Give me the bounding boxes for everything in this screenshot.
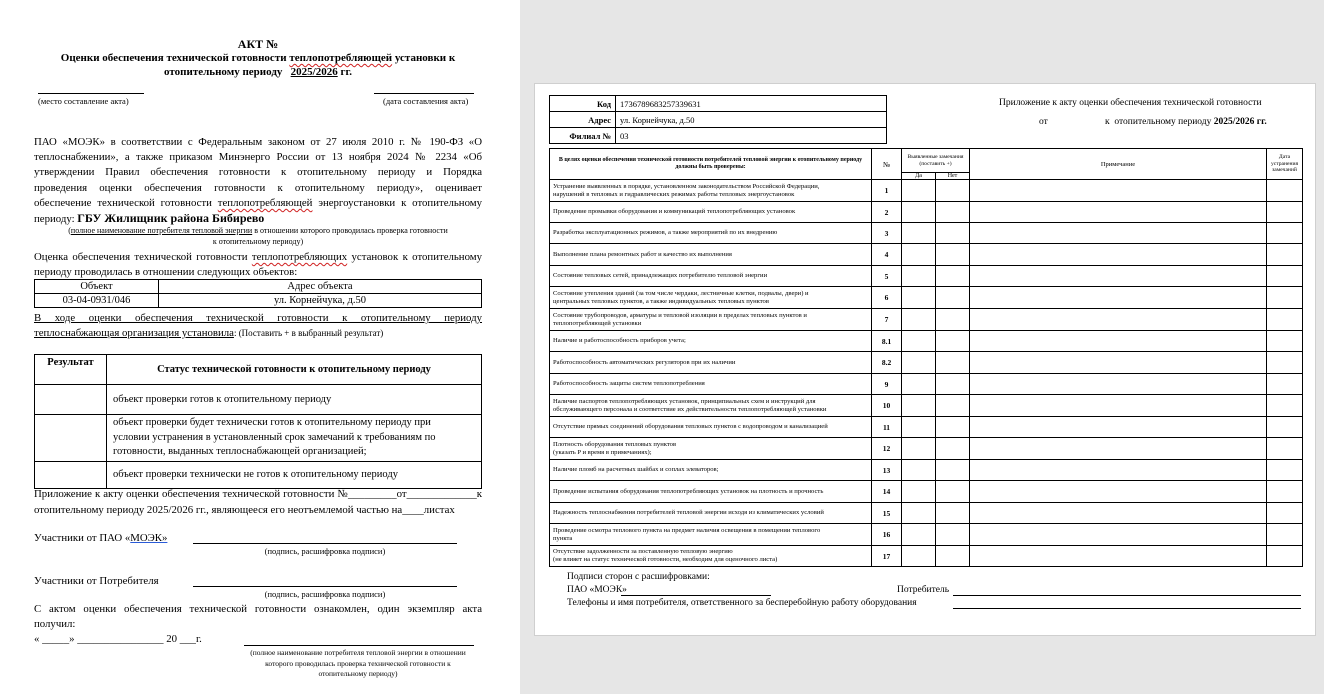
signature-caption-consumer: (подпись, расшифровка подписи) xyxy=(264,589,386,599)
criterion-text: Проведение промывки оборудования и коммуникаций теплопотребляющих установок xyxy=(550,202,872,223)
status-row-ready: объект проверки готов к отопительному периоду xyxy=(35,385,482,415)
note-cell[interactable] xyxy=(970,374,1267,395)
no-cell[interactable] xyxy=(936,460,970,481)
status-header-result: Результат xyxy=(35,355,107,385)
no-cell[interactable] xyxy=(936,503,970,524)
participants-moek: Участники от ПАО «МОЭК» xyxy=(34,532,168,544)
fix-date-cell[interactable] xyxy=(1267,546,1303,567)
checklist-body xyxy=(550,180,1303,567)
table-row xyxy=(550,202,1303,223)
no-header: Нет xyxy=(936,173,970,180)
criterion-text: Наличие пломб на расчетных шайбах и соплах элеваторов; xyxy=(550,460,872,481)
no-cell[interactable] xyxy=(936,395,970,417)
table-row xyxy=(550,438,1303,460)
no-cell[interactable] xyxy=(936,244,970,266)
participants-consumer: Участники от Потребителя xyxy=(34,575,159,587)
note-cell[interactable] xyxy=(970,266,1267,287)
criterion-text: Проведение осмотра теплового пункта на предмет наличия освещения в помещении теплового пункта xyxy=(550,524,872,546)
table-row xyxy=(550,180,1303,202)
yes-cell[interactable] xyxy=(902,287,936,309)
yes-header: Да xyxy=(902,173,936,180)
fix-date-header: Дата устранения замечаний xyxy=(1267,149,1303,180)
criterion-number: 5 xyxy=(872,266,902,287)
footer-caption: (полное наименование потребителя тепловой энергии в отношении которого проводилась проверка технической готовности к отопительному периоду) xyxy=(250,648,466,678)
address-value: ул. Корнейчука, д.50 xyxy=(616,112,887,128)
criterion-text: Наличие и работоспособность приборов учета; xyxy=(550,331,872,352)
result-cell-ready[interactable] xyxy=(35,385,107,415)
criterion-text: Работоспособность защиты систем теплопотребления xyxy=(550,374,872,395)
criterion-text: Состояние утепления зданий (за том числе чердаки, лестничные клетки, подвалы, двери) и центральных тепловых пунктов, а также индивидуальных тепловых пунктов xyxy=(550,287,872,309)
note-cell[interactable] xyxy=(970,244,1267,266)
no-cell[interactable] xyxy=(936,309,970,331)
date-caption: (дата составления акта) xyxy=(383,96,469,106)
number-header: № xyxy=(872,149,902,180)
table-row xyxy=(550,309,1303,331)
fix-date-cell[interactable] xyxy=(1267,266,1303,287)
objects-table xyxy=(34,279,482,308)
note-cell[interactable] xyxy=(970,287,1267,309)
fix-date-cell[interactable] xyxy=(1267,395,1303,417)
info-table xyxy=(549,95,887,144)
criterion-text: Отсутствие прямых соединений оборудования тепловых пунктов с водопроводом и канализацией xyxy=(550,417,872,438)
act-subtitle: Оценки обеспечения технической готовности теплопотребляющей установки к xyxy=(60,52,456,64)
act-title: АКТ № xyxy=(237,37,279,51)
fix-date-cell[interactable] xyxy=(1267,481,1303,503)
fix-date-cell[interactable] xyxy=(1267,374,1303,395)
note-cell[interactable] xyxy=(970,417,1267,438)
fix-date-cell[interactable] xyxy=(1267,331,1303,352)
objects-header-object: Объект xyxy=(35,280,159,294)
criterion-number: 15 xyxy=(872,503,902,524)
fix-date-cell[interactable] xyxy=(1267,352,1303,374)
table-row xyxy=(550,395,1303,417)
during-paragraph: В ходе оценки обеспечения технической готовности к отопительному периоду теплоснабжающая организация установила: (Поставить + в выбранный результат) xyxy=(34,312,482,339)
criterion-text: Проведение испытания оборудования теплопотребляющих установок на плотность и прочность xyxy=(550,481,872,503)
criterion-text: Плотность оборудования тепловых пунктов (указать P и время в примечаниях); xyxy=(550,438,872,460)
sign-consumer-line[interactable] xyxy=(953,595,1301,596)
fix-date-cell[interactable] xyxy=(1267,503,1303,524)
criterion-text: Надежность теплоснабжения потребителей тепловой энергии исходя из климатических условий xyxy=(550,503,872,524)
note-header: Примечание xyxy=(970,149,1267,180)
table-row xyxy=(550,503,1303,524)
signature-caption-moek: (подпись, расшифровка подписи) xyxy=(264,546,386,556)
criterion-number: 16 xyxy=(872,524,902,546)
criterion-number: 8.1 xyxy=(872,331,902,352)
info-row-address: Адрес ул. Корнейчука, д.50 xyxy=(550,112,887,128)
consumer-caption: (полное наименование потребителя тепловой энергии в отношении которого проводилась проверка готовности к отопительному периоду) xyxy=(68,226,448,246)
note-cell[interactable] xyxy=(970,223,1267,244)
branch-value: 03 xyxy=(616,128,887,144)
status-row-conditional: объект проверки будет технически готов к отопительному периоду при условии устранения в установленный срок замечаний к требованиям по готовности, выданных теплоснабжающей организацией; xyxy=(35,415,482,462)
yes-cell[interactable] xyxy=(902,223,936,244)
criterion-text: Отсутствие задолженности за поставленную тепловую энергию (не влияет на статус технической готовности, необходим для оценочного листа) xyxy=(550,546,872,567)
consumer-name-line[interactable] xyxy=(244,645,474,646)
date-line xyxy=(374,93,474,94)
criterion-number: 1 xyxy=(872,180,902,202)
criterion-text: Наличие паспортов теплопотребляющих установок, принципиальных схем и инструкций для обслуживающего персонала и соответствие их действительности теплопотребляющей установки xyxy=(550,395,872,417)
fix-date-cell[interactable] xyxy=(1267,460,1303,481)
no-cell[interactable] xyxy=(936,266,970,287)
table-row xyxy=(550,331,1303,352)
criterion-number: 2 xyxy=(872,202,902,223)
no-cell[interactable] xyxy=(936,546,970,567)
signatures-title: Подписи сторон с расшифровками: xyxy=(567,572,710,582)
note-cell[interactable] xyxy=(970,395,1267,417)
moek-signature-line[interactable] xyxy=(193,543,457,544)
status-table xyxy=(34,354,482,489)
fix-date-cell[interactable] xyxy=(1267,438,1303,460)
yes-cell[interactable] xyxy=(902,438,936,460)
criterion-text: Состояние трубопроводов, арматуры и тепловой изоляции в пределах тепловых пунктов и теплопотребляющей установки xyxy=(550,309,872,331)
result-cell-not-ready[interactable] xyxy=(35,461,107,488)
fix-date-cell[interactable] xyxy=(1267,287,1303,309)
criterion-number: 12 xyxy=(872,438,902,460)
intro-paragraph: ПАО «МОЭК» в соответствии с Федеральным законом от 27 июля 2010 г. № 190-ФЗ «О теплоснабжении», а также приказом Минэнерго России от 13 ноября 2024 № 2234 «Об утверждении Правил обеспечения готовности к отопительному периоду и Порядка проведения оценки обеспечения готовности к отопительному периоду», оценивает обеспечение технической готовности теплопотребляющей энергоустановки к отопительному периоду: ГБУ Жилищник района Бибирево xyxy=(34,136,482,226)
note-cell[interactable] xyxy=(970,546,1267,567)
act-period-line: отопительному периоду 2025/2026 гг. xyxy=(164,66,352,78)
criterion-number: 14 xyxy=(872,481,902,503)
appendix-page xyxy=(534,83,1316,636)
table-row xyxy=(550,417,1303,438)
period-value: 2025/2026 xyxy=(290,66,338,78)
yes-cell[interactable] xyxy=(902,331,936,352)
yes-cell[interactable] xyxy=(902,266,936,287)
table-row xyxy=(550,244,1303,266)
no-cell[interactable] xyxy=(936,352,970,374)
table-row xyxy=(550,460,1303,481)
yes-cell[interactable] xyxy=(902,503,936,524)
info-row-branch: Филиал № 03 xyxy=(550,128,887,144)
object-address: ул. Корнейчука, д.50 xyxy=(159,294,482,308)
date-fill-line[interactable]: « _____» ________________ 20 ___г. xyxy=(34,633,202,645)
criterion-number: 13 xyxy=(872,460,902,481)
criterion-number: 17 xyxy=(872,546,902,567)
phones-line[interactable] xyxy=(953,608,1301,609)
table-row xyxy=(550,374,1303,395)
note-cell[interactable] xyxy=(970,202,1267,223)
fix-date-cell[interactable] xyxy=(1267,180,1303,202)
no-cell[interactable] xyxy=(936,180,970,202)
no-cell[interactable] xyxy=(936,374,970,395)
table-row xyxy=(35,294,482,308)
no-cell[interactable] xyxy=(936,331,970,352)
yes-cell[interactable] xyxy=(902,481,936,503)
objects-header-address: Адрес объекта xyxy=(159,280,482,294)
note-cell[interactable] xyxy=(970,331,1267,352)
note-cell[interactable] xyxy=(970,481,1267,503)
yes-cell[interactable] xyxy=(902,524,936,546)
criterion-text: Состояние тепловых сетей, принадлежащих потребителю тепловой энергии xyxy=(550,266,872,287)
criterion-text: Работоспособность автоматических регуляторов при их наличии xyxy=(550,352,872,374)
status-header-status: Статус технической готовности к отопительному периоду xyxy=(107,355,482,385)
info-row-code: Код 1736789683257339631 xyxy=(550,96,887,112)
table-row xyxy=(550,546,1303,567)
note-cell[interactable] xyxy=(970,309,1267,331)
yes-cell[interactable] xyxy=(902,546,936,567)
fix-date-cell[interactable] xyxy=(1267,223,1303,244)
criteria-header: В целях оценки обеспечения технической готовности потребителей тепловой энергии к отопительному периоду должны быть проверены: xyxy=(550,149,872,180)
criterion-number: 6 xyxy=(872,287,902,309)
object-code: 03-04-0931/046 xyxy=(35,294,159,308)
consumer-name: ГБУ Жилищник района Бибирево xyxy=(77,211,265,226)
yes-cell[interactable] xyxy=(902,244,936,266)
note-cell[interactable] xyxy=(970,460,1267,481)
remarks-header: Выявленные замечания (поставить +) xyxy=(902,149,970,173)
yes-cell[interactable] xyxy=(902,352,936,374)
note-cell[interactable] xyxy=(970,524,1267,546)
place-caption: (место составление акта) xyxy=(38,96,129,106)
objects-paragraph: Оценка обеспечения технической готовности теплопотребляющих установок к отопительному периоду проводилась в отношении следующих объектов: xyxy=(34,251,482,278)
fix-date-cell[interactable] xyxy=(1267,417,1303,438)
fix-date-cell[interactable] xyxy=(1267,524,1303,546)
note-cell[interactable] xyxy=(970,503,1267,524)
criterion-number: 7 xyxy=(872,309,902,331)
yes-cell[interactable] xyxy=(902,202,936,223)
sign-consumer-label: Потребитель xyxy=(897,585,950,595)
criterion-number: 9 xyxy=(872,374,902,395)
table-row xyxy=(550,352,1303,374)
criterion-text: Выполнение плана ремонтных работ и качество их выполнения xyxy=(550,244,872,266)
result-cell-conditional[interactable] xyxy=(35,415,107,462)
criterion-number: 11 xyxy=(872,417,902,438)
no-cell[interactable] xyxy=(936,287,970,309)
note-cell[interactable] xyxy=(970,180,1267,202)
criterion-number: 3 xyxy=(872,223,902,244)
place-line xyxy=(38,93,144,94)
yes-cell[interactable] xyxy=(902,417,936,438)
table-row xyxy=(550,266,1303,287)
no-cell[interactable] xyxy=(936,481,970,503)
table-row xyxy=(550,524,1303,546)
status-row-not-ready: объект проверки технически не готов к отопительному периоду xyxy=(35,461,482,488)
fix-date-cell[interactable] xyxy=(1267,202,1303,223)
checklist-table xyxy=(549,148,1303,567)
appendix-from: от xyxy=(1039,117,1048,127)
no-cell[interactable] xyxy=(936,524,970,546)
appendix-title: Приложение к акту оценки обеспечения технической готовности xyxy=(999,98,1262,108)
note-cell[interactable] xyxy=(970,438,1267,460)
no-cell[interactable] xyxy=(936,223,970,244)
appendix-period-line: к отопительному периоду 2025/2026 гг. xyxy=(1105,117,1267,127)
note-cell[interactable] xyxy=(970,352,1267,374)
yes-cell[interactable] xyxy=(902,395,936,417)
table-row xyxy=(550,287,1303,309)
criterion-number: 4 xyxy=(872,244,902,266)
yes-cell[interactable] xyxy=(902,374,936,395)
criterion-number: 10 xyxy=(872,395,902,417)
no-cell[interactable] xyxy=(936,438,970,460)
table-row xyxy=(550,223,1303,244)
ack-paragraph: С актом оценки обеспечения технической готовности ознакомлен, один экземпляр акта получил: xyxy=(34,603,482,630)
act-page xyxy=(0,0,520,694)
no-cell[interactable] xyxy=(936,202,970,223)
table-row xyxy=(550,481,1303,503)
code-value: 1736789683257339631 xyxy=(616,96,887,112)
appendix-paragraph: Приложение к акту оценки обеспечения технической готовности №_________от_____________к отопительному периоду 2025/2026 гг., являющееся его неотъемлемой частью на____листах xyxy=(34,488,482,516)
phones-label: Телефоны и имя потребителя, ответственного за бесперебойную работу оборудования xyxy=(567,598,917,608)
yes-cell[interactable] xyxy=(902,180,936,202)
consumer-signature-line[interactable] xyxy=(193,586,457,587)
criterion-text: Разработка эксплуатационных режимов, а также мероприятий по их внедрению xyxy=(550,223,872,244)
sign-moek-line[interactable] xyxy=(621,595,771,596)
criterion-number: 8.2 xyxy=(872,352,902,374)
yes-cell[interactable] xyxy=(902,309,936,331)
fix-date-cell[interactable] xyxy=(1267,244,1303,266)
no-cell[interactable] xyxy=(936,417,970,438)
yes-cell[interactable] xyxy=(902,460,936,481)
sign-moek-label: ПАО «МОЭК» xyxy=(567,585,627,595)
criterion-text: Устранение выявленных в порядке, установленном законодательством Российской Федерации, нарушений в тепловых и гидравлических режимах работы тепловых энергоустановок xyxy=(550,180,872,202)
fix-date-cell[interactable] xyxy=(1267,309,1303,331)
